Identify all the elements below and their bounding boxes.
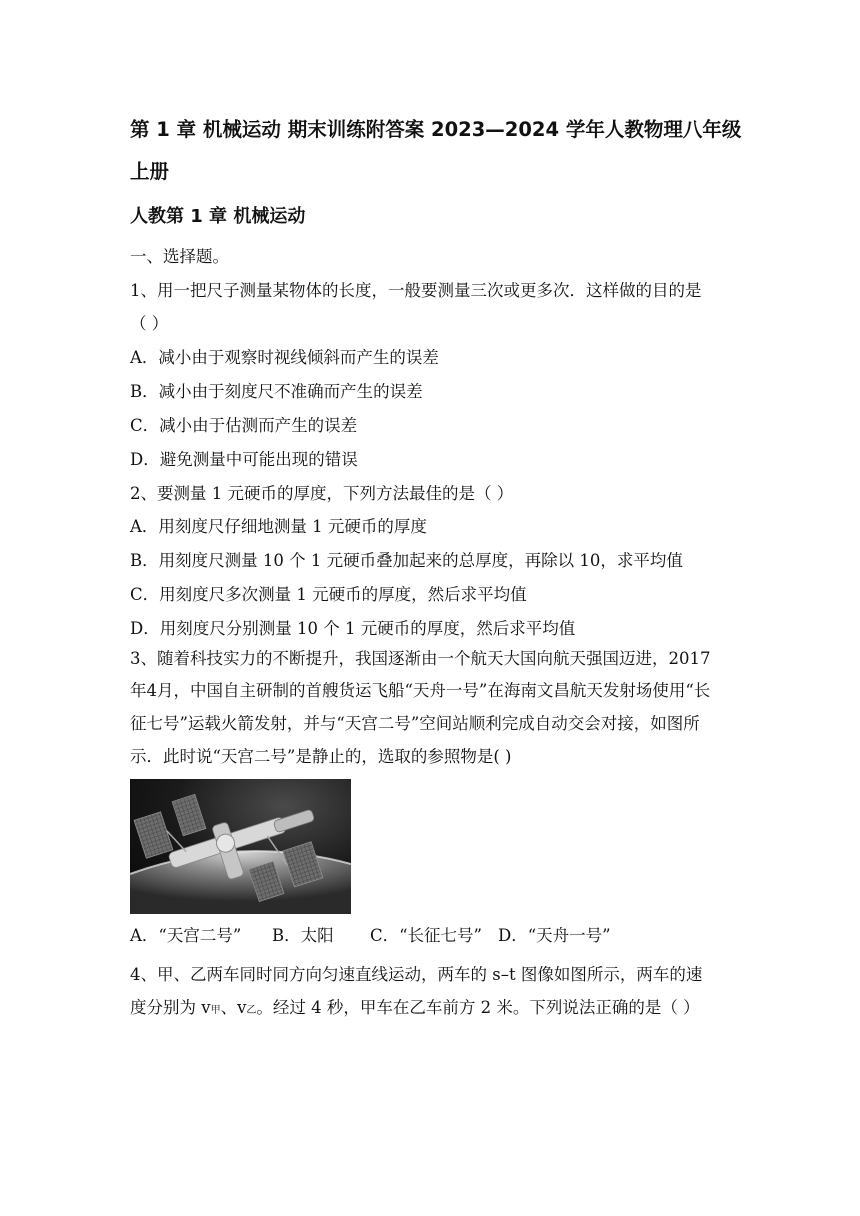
question-1-stem: 1、用一把尺子测量某物体的长度，一般要测量三次或更多次．这样做的目的是 [130, 281, 702, 300]
question-4-line-2 [130, 997, 700, 1022]
question-3-option-c: C．“长征七号” [370, 926, 482, 945]
question-2-option-c: C．用刻度尺多次测量 1 元硬币的厚度，然后求平均值 [130, 585, 527, 604]
question-3-option-a: A．“天宫二号” [130, 926, 242, 945]
question-3-line-1: 3、随着科技实力的不断提升，我国逐渐由一个航天大国向航天强国迈进，2017 [130, 649, 711, 668]
question-2-stem: 2、要测量 1 元硬币的厚度，下列方法最佳的是（ ） [130, 484, 514, 503]
question-2-option-b: B．用刻度尺测量 10 个 1 元硬币叠加起来的总厚度，再除以 10，求平均值 [130, 551, 683, 570]
question-4-text-c: 。经过 4 秒，甲车在乙车前方 2 米。下列说法正确的是（ ） [256, 998, 700, 1017]
question-4-text-b: 、v [220, 998, 247, 1017]
question-1-blank: （ ） [130, 314, 169, 333]
chapter-subtitle: 人教第 1 章 机械运动 [130, 206, 306, 227]
question-1-option-c: C．减小由于估测而产生的误差 [130, 416, 358, 435]
question-3-option-b: B．太阳 [272, 926, 334, 945]
question-4-text-a: 度分别为 v [130, 998, 211, 1017]
question-1-option-a: A．减小由于观察时视线倾斜而产生的误差 [130, 348, 439, 367]
subscript-jia: 甲 [210, 1005, 221, 1016]
question-3-options [130, 925, 611, 947]
question-3-line-4: 示．此时说“天宫二号”是静止的，选取的参照物是( ) [130, 747, 512, 766]
question-3-option-d: D．“天舟一号” [498, 926, 611, 945]
question-2-option-a: A．用刻度尺仔细地测量 1 元硬币的厚度 [130, 517, 427, 536]
document-title-line-2: 上册 [130, 160, 170, 183]
document-title-line-1: 第 1 章 机械运动 期末训练附答案 2023—2024 学年人教物理八年级 [130, 118, 742, 141]
section-heading: 一、选择题。 [130, 247, 229, 266]
question-2-option-d: D．用刻度尺分别测量 10 个 1 元硬币的厚度，然后求平均值 [130, 619, 576, 638]
question-1-option-d: D．避免测量中可能出现的错误 [130, 450, 358, 469]
question-4-line-1: 4、甲、乙两车同时同方向匀速直线运动，两车的 s–t 图像如图所示，两车的速 [130, 965, 703, 984]
question-3-line-3: 征七号”运载火箭发射，并与“天宫二号”空间站顺利完成自动交会对接，如图所 [130, 714, 700, 733]
space-station-image [130, 779, 351, 914]
subscript-yi: 乙 [246, 1005, 257, 1016]
question-3-line-2: 年4月，中国自主研制的首艘货运飞船“天舟一号”在海南文昌航天发射场使用“长 [130, 681, 711, 700]
question-1-option-b: B．减小由于刻度尺不准确而产生的误差 [130, 382, 423, 401]
